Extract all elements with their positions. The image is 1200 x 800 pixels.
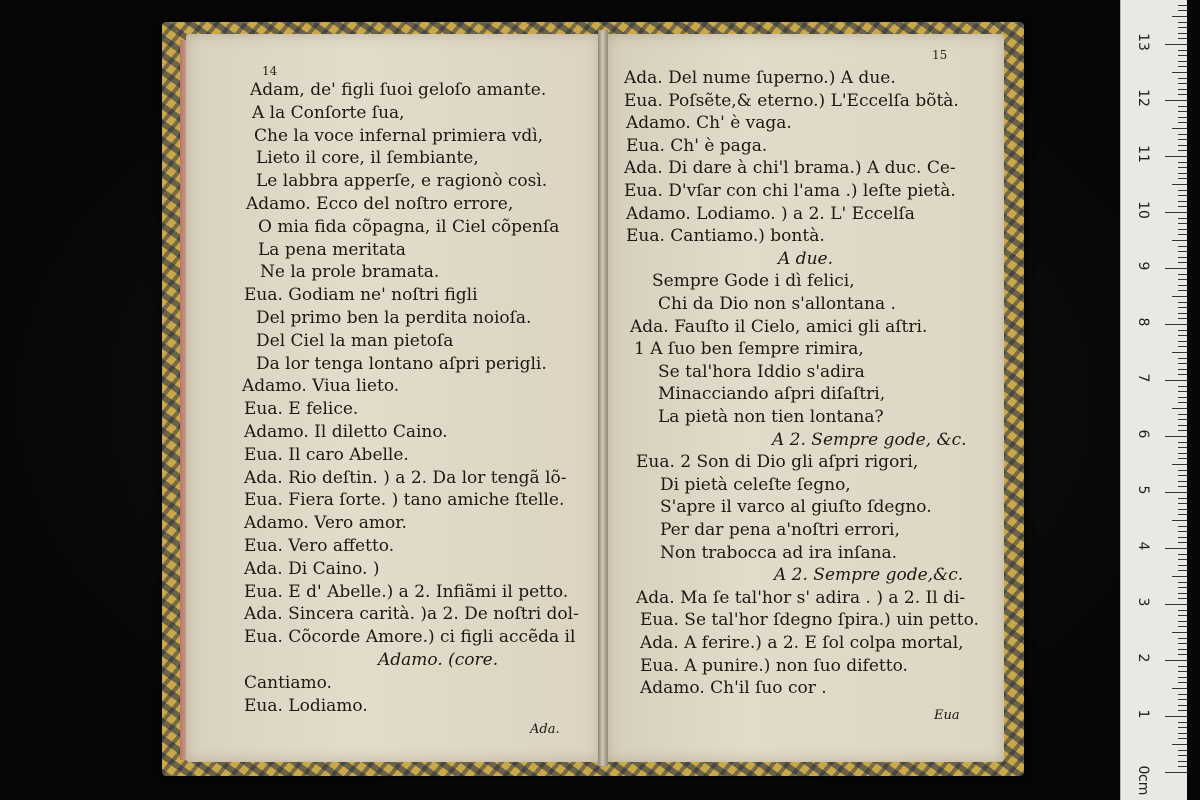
ruler-tick — [1178, 5, 1187, 6]
ruler-tick — [1178, 671, 1187, 672]
text-line: Eua. A punire.) non ſuo difetto. — [640, 655, 908, 676]
text-line: Adamo. Ch' è vaga. — [626, 113, 792, 134]
ruler-tick — [1178, 453, 1187, 454]
ruler-tick — [1178, 402, 1187, 403]
ruler-tick — [1172, 128, 1187, 129]
ruler-tick — [1178, 425, 1187, 426]
ruler-label: 8 — [1135, 317, 1151, 327]
ruler-label: 7 — [1135, 373, 1151, 383]
ruler-tick — [1165, 380, 1187, 381]
measuring-ruler — [1120, 0, 1187, 800]
text-line: Eua. D'vſar con chi l'ama .) leſte pietà. — [624, 181, 956, 201]
ruler-tick — [1178, 514, 1187, 515]
ruler-tick — [1178, 150, 1187, 151]
ruler-tick — [1172, 520, 1187, 521]
ruler-tick — [1178, 330, 1187, 331]
text-line: Eua. Il caro Abelle. — [244, 444, 409, 465]
text-line: Del Ciel la man pietoſa — [256, 330, 454, 351]
ruler-tick — [1178, 369, 1187, 370]
ruler-tick — [1178, 554, 1187, 555]
ruler-tick — [1165, 716, 1187, 717]
text-line: A 2. Sempre gode,&c. — [774, 565, 964, 586]
ruler-tick — [1178, 195, 1187, 196]
ruler-tick — [1178, 38, 1187, 39]
ruler-tick — [1178, 290, 1187, 291]
ruler-label: 12 — [1135, 89, 1151, 107]
text-line: Eua. Se tal'hor ſdegno ſpira.) uin petto. — [640, 610, 979, 631]
text-line: Eua. Poſsẽte,& eterno.) L'Eccelſa bõtà. — [624, 90, 959, 111]
book-gutter — [598, 30, 608, 766]
left-catchword: Ada. — [530, 722, 560, 737]
ruler-tick — [1165, 436, 1187, 437]
ruler-tick — [1165, 212, 1187, 213]
ruler-tick — [1178, 750, 1187, 751]
ruler-tick — [1178, 391, 1187, 392]
ruler-tick — [1178, 598, 1187, 599]
text-line: Eua. Ch' è paga. — [626, 135, 768, 156]
ruler-tick — [1178, 649, 1187, 650]
ruler-tick — [1178, 386, 1187, 387]
text-line: Minacciando aſpri diſaſtri, — [658, 384, 886, 405]
ruler-tick — [1178, 587, 1187, 588]
text-line: Per dar pena a'noſtri errori, — [660, 520, 900, 540]
ruler-tick — [1178, 134, 1187, 135]
text-line: Eua. Godiam ne' noſtri figli — [244, 285, 478, 306]
text-line: Ada. Rio deſtin. ) a 2. Da lor tengã lõ- — [244, 467, 567, 488]
ruler-tick — [1165, 324, 1187, 325]
ruler-tick — [1172, 688, 1187, 689]
ruler-tick — [1178, 78, 1187, 79]
text-line: Ne la prole bramata. — [260, 262, 440, 283]
ruler-label: 4 — [1135, 541, 1151, 551]
text-line: Cantiamo. — [244, 672, 332, 693]
ruler-label: 0 — [1135, 765, 1151, 775]
text-line: A 2. Sempre gode, &c. — [772, 429, 967, 450]
ruler-label: 11 — [1135, 145, 1151, 163]
text-line: Le labbra apperſe, e ragionò così. — [256, 171, 548, 192]
text-line: S'apre il varco al giuſto ſdegno. — [660, 497, 932, 518]
text-line: Chi da Dio non s'allontana . — [658, 294, 896, 314]
text-line: Adamo. (core. — [378, 650, 499, 670]
ruler-tick — [1178, 414, 1187, 415]
ruler-tick — [1178, 178, 1187, 179]
text-line: Eua. Vero affetto. — [244, 536, 395, 556]
ruler-tick — [1178, 755, 1187, 756]
ruler-tick — [1178, 570, 1187, 571]
ruler-tick — [1178, 274, 1187, 275]
ruler-tick — [1178, 94, 1187, 95]
ruler-tick — [1178, 470, 1187, 471]
ruler-tick — [1178, 531, 1187, 532]
ruler-tick — [1172, 464, 1187, 465]
ruler-tick — [1178, 346, 1187, 347]
ruler-tick — [1178, 139, 1187, 140]
text-line: Che la voce infernal primiera vdì, — [254, 125, 544, 146]
ruler-tick — [1178, 229, 1187, 230]
ruler-tick — [1178, 279, 1187, 280]
ruler-tick — [1178, 503, 1187, 504]
ruler-label: 5 — [1135, 485, 1151, 495]
ruler-tick — [1178, 341, 1187, 342]
text-line: Adamo. Viua lieto. — [242, 376, 400, 397]
ruler-tick — [1172, 296, 1187, 297]
ruler-tick — [1178, 565, 1187, 566]
ruler-tick — [1178, 218, 1187, 219]
ruler-tick — [1178, 22, 1187, 23]
ruler-tick — [1178, 481, 1187, 482]
ruler-tick — [1178, 682, 1187, 683]
ruler-tick — [1178, 190, 1187, 191]
ruler-tick — [1178, 55, 1187, 56]
ruler-tick — [1178, 710, 1187, 711]
ruler-tick — [1178, 582, 1187, 583]
text-line: 1 A ſuo ben ſempre rimira, — [634, 339, 864, 360]
text-line: Ada. Del nume ſuperno.) A due. — [624, 68, 896, 88]
ruler-tick — [1178, 162, 1187, 163]
ruler-unit: cm — [1135, 774, 1151, 796]
text-line: Adamo. Il diletto Caino. — [244, 422, 448, 442]
ruler-tick — [1178, 257, 1187, 258]
ruler-tick — [1178, 122, 1187, 123]
ruler-tick — [1178, 666, 1187, 667]
ruler-tick — [1178, 27, 1187, 28]
text-line: Eua. Fiera ſorte. ) tano amiche ſtelle. — [244, 490, 565, 511]
ruler-tick — [1178, 761, 1187, 762]
text-line: A due. — [778, 248, 833, 269]
ruler-tick — [1178, 738, 1187, 739]
ruler-tick — [1178, 733, 1187, 734]
ruler-tick — [1172, 240, 1187, 241]
ruler-tick — [1178, 145, 1187, 146]
ruler-tick — [1178, 766, 1187, 767]
ruler-tick — [1165, 268, 1187, 269]
ruler-tick — [1178, 167, 1187, 168]
ruler-tick — [1178, 89, 1187, 90]
ruler-tick — [1178, 621, 1187, 622]
ruler-tick — [1178, 285, 1187, 286]
ruler-tick — [1178, 643, 1187, 644]
ruler-tick — [1178, 419, 1187, 420]
ruler-tick — [1165, 44, 1187, 45]
ruler-tick — [1178, 542, 1187, 543]
ruler-tick — [1165, 100, 1187, 101]
ruler-label: 13 — [1135, 33, 1151, 51]
ruler-tick — [1172, 744, 1187, 745]
ruler-tick — [1178, 246, 1187, 247]
ruler-tick — [1178, 173, 1187, 174]
ruler-tick — [1178, 318, 1187, 319]
ruler-label: 10 — [1135, 201, 1151, 219]
ruler-tick — [1178, 374, 1187, 375]
text-line: Del primo ben la perdita noioſa. — [256, 308, 532, 328]
text-line: Ada. A ferire.) a 2. E ſol colpa mortal, — [640, 633, 964, 653]
ruler-tick — [1178, 638, 1187, 639]
text-line: Non trabocca ad ira inſana. — [660, 542, 898, 563]
ruler-tick — [1178, 486, 1187, 487]
ruler-label: 3 — [1135, 597, 1151, 607]
ruler-tick — [1178, 363, 1187, 364]
ruler-tick — [1178, 699, 1187, 700]
text-line: Lieto il core, il ſembiante, — [256, 148, 479, 169]
ruler-tick — [1178, 705, 1187, 706]
ruler-tick — [1178, 33, 1187, 34]
text-line: Eua. Cõcorde Amore.) ci figli accẽda il — [244, 627, 576, 648]
ruler-tick — [1178, 234, 1187, 235]
text-line: La pietà non tien lontana? — [658, 407, 884, 427]
ruler-tick — [1178, 694, 1187, 695]
ruler-label: 6 — [1135, 429, 1151, 439]
text-line: Sempre Gode i dì felici, — [652, 271, 855, 292]
ruler-tick — [1178, 83, 1187, 84]
ruler-tick — [1178, 654, 1187, 655]
right-catchword: Eua — [934, 708, 960, 723]
text-line: Ada. Di Caino. ) — [244, 558, 380, 579]
text-line: Ada. Di dare à chi'l brama.) A duc. Ce- — [624, 158, 956, 179]
ruler-tick — [1178, 442, 1187, 443]
ruler-tick — [1172, 408, 1187, 409]
ruler-tick — [1165, 604, 1187, 605]
text-line: Se tal'hora Iddio s'adira — [658, 361, 865, 382]
ruler-label: 9 — [1135, 261, 1151, 271]
ruler-tick — [1178, 397, 1187, 398]
text-line: Eua. Cantiamo.) bontà. — [626, 226, 825, 247]
ruler-tick — [1178, 615, 1187, 616]
ruler-label: 1 — [1135, 709, 1151, 719]
ruler-tick — [1178, 610, 1187, 611]
ruler-tick — [1172, 184, 1187, 185]
ruler-tick — [1178, 201, 1187, 202]
text-line: Ada. Sincera carità. )a 2. De noſtri dol- — [244, 604, 579, 625]
ruler-tick — [1165, 772, 1187, 773]
ruler-tick — [1178, 302, 1187, 303]
text-line: Eua. Lodiamo. — [244, 695, 368, 716]
ruler-tick — [1178, 537, 1187, 538]
ruler-tick — [1178, 498, 1187, 499]
ruler-tick — [1178, 111, 1187, 112]
ruler-tick — [1165, 548, 1187, 549]
left-page-number: 14 — [262, 64, 278, 78]
text-line: Ada. Ma ſe tal'hor s' adira . ) a 2. Il di- — [636, 587, 966, 608]
ruler-tick — [1178, 509, 1187, 510]
ruler-tick — [1178, 358, 1187, 359]
text-line: Di pietà celeſte ſegno, — [660, 474, 851, 495]
ruler-tick — [1172, 16, 1187, 17]
ruler-tick — [1178, 335, 1187, 336]
ruler-tick — [1178, 559, 1187, 560]
right-page-number: 15 — [932, 48, 948, 62]
text-line: Da lor tenga lontano aſpri perigli. — [256, 353, 547, 374]
text-line: Eua. E d' Abelle.) a 2. Infiãmi il petto. — [244, 581, 569, 602]
ruler-tick — [1172, 576, 1187, 577]
text-line: Adamo. Lodiamo. ) a 2. L' Eccelſa — [626, 203, 915, 224]
ruler-tick — [1178, 106, 1187, 107]
text-line: Adamo. Ch'il ſuo cor . — [640, 678, 827, 699]
ruler-tick — [1165, 156, 1187, 157]
ruler-tick — [1178, 430, 1187, 431]
ruler-tick — [1178, 50, 1187, 51]
ruler-tick — [1178, 593, 1187, 594]
ruler-tick — [1178, 307, 1187, 308]
text-line: La pena meritata — [258, 239, 406, 260]
text-line: Adamo. Ecco del noſtro errore, — [246, 194, 514, 214]
ruler-tick — [1178, 677, 1187, 678]
ruler-tick — [1178, 447, 1187, 448]
text-line: Adamo. Vero amor. — [244, 513, 407, 534]
ruler-tick — [1178, 223, 1187, 224]
ruler-tick — [1172, 352, 1187, 353]
text-line: O mia fida cõpagna, il Ciel cõpenſa — [258, 216, 560, 237]
ruler-tick — [1178, 626, 1187, 627]
text-line: Ada. Fauſto il Cielo, amici gli aſtri. — [630, 316, 928, 337]
ruler-tick — [1178, 251, 1187, 252]
ruler-tick — [1178, 313, 1187, 314]
ruler-tick — [1178, 727, 1187, 728]
ruler-tick — [1172, 72, 1187, 73]
ruler-tick — [1165, 660, 1187, 661]
ruler-tick — [1178, 458, 1187, 459]
ruler-tick — [1178, 66, 1187, 67]
text-line: Eua. 2 Son di Dio gli aſpri rigori, — [636, 452, 919, 473]
ruler-tick — [1178, 206, 1187, 207]
ruler-tick — [1178, 10, 1187, 11]
ruler-tick — [1178, 262, 1187, 263]
ruler-label: 2 — [1135, 653, 1151, 663]
ruler-tick — [1178, 722, 1187, 723]
text-line: A la Conſorte ſua, — [252, 102, 405, 123]
text-line: Adam, de' figli ſuoi geloſo amante. — [250, 80, 547, 100]
ruler-tick — [1178, 61, 1187, 62]
ruler-tick — [1172, 632, 1187, 633]
ruler-tick — [1178, 526, 1187, 527]
ruler-tick — [1178, 117, 1187, 118]
text-line: Eua. E felice. — [244, 399, 359, 420]
ruler-tick — [1178, 475, 1187, 476]
ruler-tick — [1165, 492, 1187, 493]
